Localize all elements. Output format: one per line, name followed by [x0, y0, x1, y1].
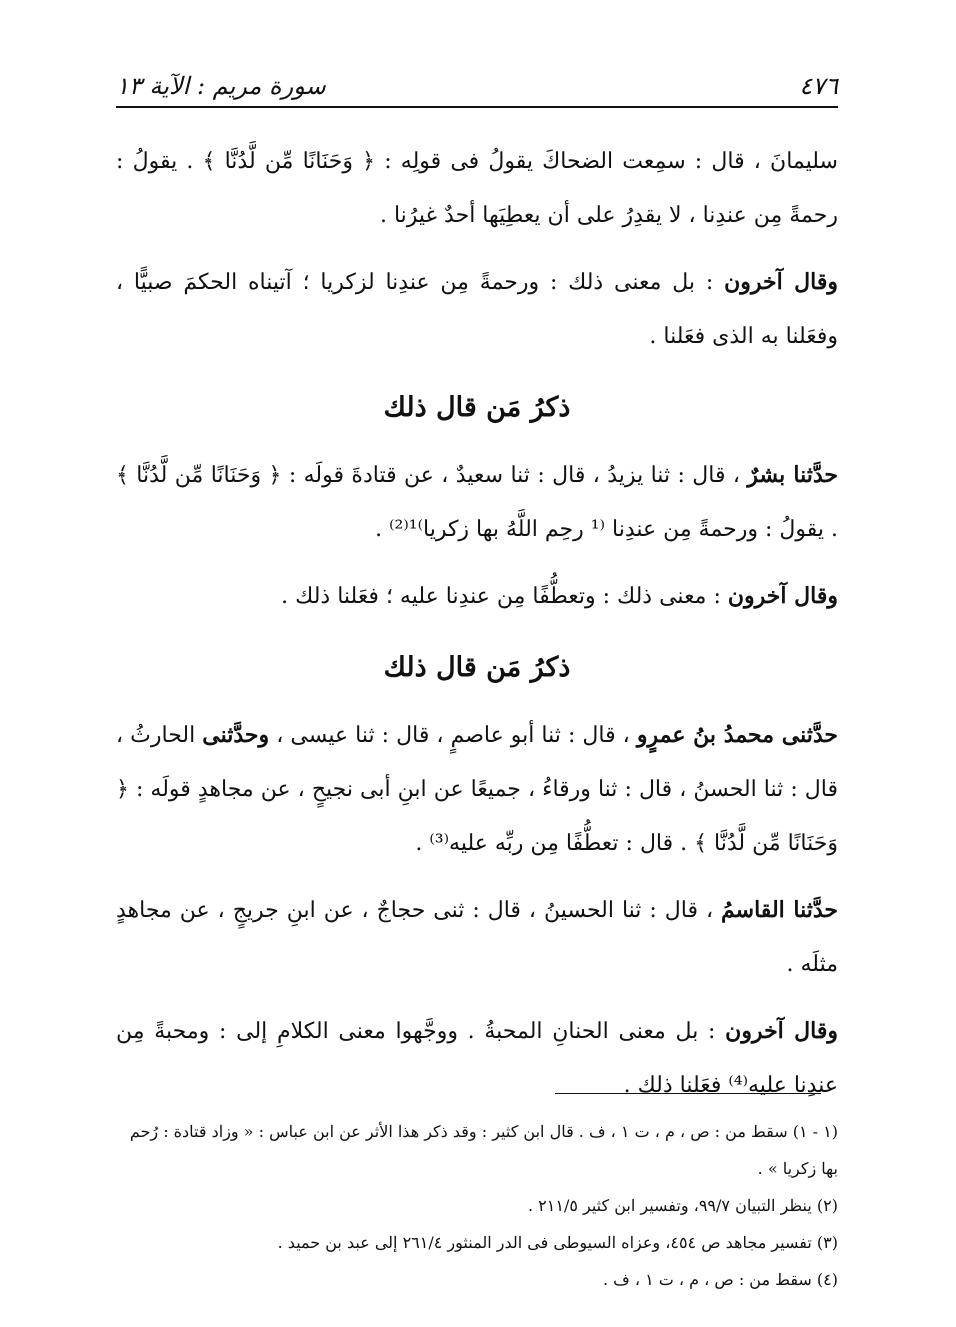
text-run: الحارثُ ، قال : ثنا الحسنُ ، قال : ثنا ورقاءُ ، جميعًا عن ابنِ أبى نجيحٍ ، عن مجاهدٍ قولَه : ﴿ وَحَنَانًا مِّن لَّدُنَّا ﴾ . قال : تعطُّفًا مِن ربِّه عليه⁽³⁾ .	[116, 723, 838, 856]
paragraph	[116, 448, 838, 557]
section-heading: ذكرُ مَن قال ذلك	[383, 392, 571, 423]
paragraph	[116, 569, 838, 624]
bold-lead-text: حدَّثنى محمدُ بنُ عمرٍو	[636, 722, 838, 748]
text-run: سليمانَ ، قال : سمِعت الضحاكَ يقولُ فى قولِه : ﴿ وَحَنَانًا مِّن لَّدُنَّا ﴾ . يقولُ : رحمةً مِن عندِنا ، لا يقدِرُ على أن يعطِيَها أحدٌ غيرُنا .	[116, 149, 838, 228]
bold-lead-text: وقال آخرون	[727, 583, 838, 609]
footnote: (٣) تفسير مجاهد ص ٤٥٤، وعزاه السيوطى فى الدر المنثور ٢٦١/٤ إلى عبد بن حميد .	[277, 1233, 838, 1252]
main-text	[116, 135, 838, 1125]
text-run: ، قال : ثنا أبو عاصمٍ ، قال : ثنا عيسى ،	[269, 723, 637, 748]
footnote: (٢) ينظر التبيان ٩٩/٧، وتفسير ابن كثير ٢١١/٥ .	[527, 1196, 838, 1215]
footnote-separator	[555, 1093, 821, 1094]
text-run: : معنى ذلك : وتعطُّفًا مِن عندِنا عليه ؛ فعَلنا ذلك .	[281, 584, 728, 609]
bold-lead-text: وقال آخرون	[724, 269, 839, 295]
section-heading: ذكرُ مَن قال ذلك	[383, 652, 571, 683]
paragraph	[116, 135, 838, 243]
paragraph	[116, 255, 838, 364]
page-number: ٤٧٦	[799, 72, 838, 100]
paragraph	[116, 708, 838, 871]
text-run: ، قال : ثنا يزيدُ ، قال : ثنا سعيدٌ ، عن قتادةَ قولَه : ﴿ وَحَنَانًا مِّن لَّدُنَّا ﴾ . يقولُ : ورحمةً مِن عندِنا ⁽¹ رحِم اللَّهُ بها زكريا⁾¹⁽²⁾ .	[116, 463, 838, 542]
bold-lead-text: وقال آخرون	[725, 1018, 838, 1044]
text-run: ، قال : ثنا الحسينُ ، قال : ثنى حجاجٌ ، عن ابنِ جريجٍ ، عن مجاهدٍ مثلَه .	[116, 898, 838, 977]
header-rule	[116, 106, 838, 108]
paragraph	[116, 1004, 838, 1113]
text-run: : بل معنى الحنانِ المحبةُ . ووجَّهوا معنى الكلامِ إلى : ومحبةً مِن عندِنا عليه⁽⁴⁾ فعَلنا ذلك .	[116, 1019, 838, 1098]
bold-lead-text: حدَّثنا بشرٌ	[747, 462, 838, 488]
footnote: (١ - ١) سقط من : ص ، م ، ت ١ ، ف . قال ابن كثير : وقد ذكر هذا الأثر عن ابن عباس : « وزاد قتادة : رُحم بها زكريا » .	[129, 1122, 838, 1178]
paragraph	[116, 883, 838, 992]
footnotes	[116, 1113, 838, 1298]
page-header	[116, 56, 838, 100]
bold-lead-text: وحدَّثنى	[202, 722, 270, 748]
bold-lead-text: حدَّثنا القاسمُ	[721, 897, 839, 923]
footnote: (٤) سقط من : ص ، م ، ت ١ ، ف .	[602, 1270, 838, 1289]
running-title: سورة مريم : الآية ١٣	[116, 72, 326, 100]
text-run: : بل معنى ذلك : ورحمةً مِن عندِنا لزكريا ؛ آتيناه الحكمَ صبيًّا ، وفعَلنا به الذى فعَلنا .	[116, 270, 838, 349]
